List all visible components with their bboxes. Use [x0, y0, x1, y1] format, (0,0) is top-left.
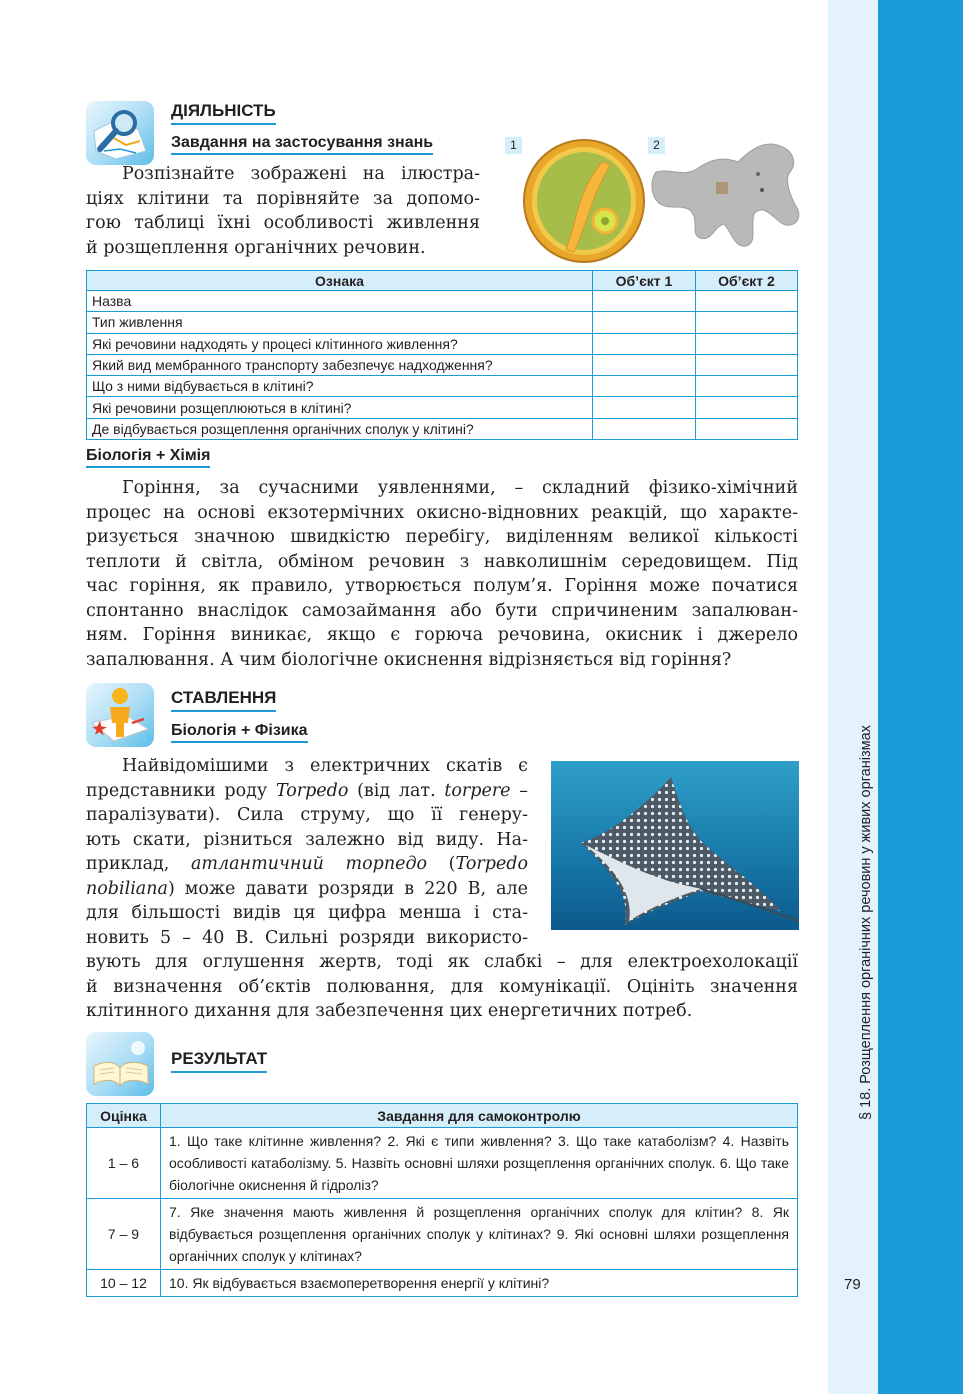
bio-chem-line: час горіння, як правило, утворюється полум’я. Горіння може початися: [86, 576, 798, 596]
attitude-line: вують для оглушення жертв, тоді як слабкі – для електроехолокації: [86, 952, 798, 972]
stingray-photo: [551, 761, 799, 930]
table-row: [87, 354, 798, 375]
answer-cell: [593, 354, 696, 375]
table-header: Об’єкт 2: [696, 271, 798, 291]
table-row: [87, 1128, 798, 1199]
bio-chem-heading: Біологія + Хімія: [86, 447, 210, 468]
attitude-line: паралізувати). Сила струму, що її генеру-: [86, 805, 528, 825]
table-header: Завдання для самоконтролю: [161, 1104, 798, 1128]
activity-text-line: гою таблиці їхні особливості живлення: [86, 213, 480, 233]
activity-text-line: Розпізнайте зображені на ілюстра-: [122, 164, 480, 184]
attitude-line: представники роду Torpedo (від лат. torpere –: [86, 780, 528, 801]
figure-label-2: 2: [648, 137, 665, 154]
bio-chem-text: [86, 476, 798, 672]
result-heading: РЕЗУЛЬТАТ: [171, 1049, 267, 1073]
activity-text-line: й розщеплення органічних речовин.: [86, 237, 426, 258]
table-cell: Який вид мембранного транспорту забезпечує надходження?: [87, 354, 593, 375]
activity-map-icon: [86, 101, 154, 165]
table-row: [87, 1199, 798, 1270]
bio-chem-line: ням. Горіння виникає, якщо є горюча речовина, окисник і джерело: [86, 625, 798, 645]
grade-cell: 7 – 9: [87, 1199, 161, 1270]
side-band-light: [828, 0, 878, 1394]
attitude-line: для більшості видів ця цифра менша і ста-: [86, 903, 528, 923]
table-row: [87, 376, 798, 397]
answer-cell: [593, 291, 696, 312]
table-row: [87, 418, 798, 439]
table-header: Ознака: [87, 271, 593, 291]
attitude-line: Найвідомішими з електричних скатів є: [122, 756, 528, 776]
answer-cell: [593, 312, 696, 333]
running-head: § 18. Розщеплення органічних речовин у живих організмах: [858, 725, 874, 1120]
answer-cell: [696, 397, 798, 418]
table-header: Оцінка: [87, 1104, 161, 1128]
table-row: [87, 312, 798, 333]
activity-heading: ДІЯЛЬНІСТЬ: [171, 101, 276, 125]
table-cell: Тип живлення: [87, 312, 593, 333]
answer-cell: [593, 397, 696, 418]
table-cell: Які речовини розщеплюються в клітині?: [87, 397, 593, 418]
activity-text: [86, 162, 480, 260]
attitude-person-icon: [86, 683, 154, 747]
answer-cell: [696, 333, 798, 354]
bio-chem-line: ризується значною швидкістю перебігу, виділенням великої кількості: [86, 527, 798, 547]
table-row: [87, 291, 798, 312]
task-cell: 7. Яке значення мають живлення й розщеплення органічних сполук для клітин? 8. Як відбувається розщеплення органічних сполук у клітинах? 9. Які основні шляхи розщеплення органічних сполук у клітинах?: [161, 1199, 798, 1270]
table-header: Об’єкт 1: [593, 271, 696, 291]
answer-cell: [696, 291, 798, 312]
table-cell: Назва: [87, 291, 593, 312]
attitude-line: приклад, атлантичний торпедо (Torpedo: [86, 854, 529, 874]
table-cell: Які речовини надходять у процесі клітинного живлення?: [87, 333, 593, 354]
attitude-text-wrapped: [86, 754, 528, 950]
task-cell: 10. Як відбувається взаємоперетворення енергії у клітині?: [161, 1270, 798, 1297]
amoeba-illustration: [650, 138, 800, 250]
table-row: [87, 333, 798, 354]
attitude-line: ють скати, різниться залежно від виду. На-: [86, 829, 528, 850]
answer-cell: [696, 312, 798, 333]
grade-cell: 10 – 12: [87, 1270, 161, 1297]
self-control-table: [86, 1103, 798, 1297]
side-band-dark: [878, 0, 963, 1394]
task-cell: 1. Що таке клітинне живлення? 2. Які є типи живлення? 3. Що таке катаболізм? 4. Назвіть особливості катаболізму. 5. Назвіть основні шляхи розщеплення органічних сполук. 6. Що таке біологічне окиснення й гідроліз?: [161, 1128, 798, 1199]
answer-cell: [593, 418, 696, 439]
table-row: [87, 397, 798, 418]
bio-chem-line: процес на основі екзотермічних окисно-відновних реакцій, що характе-: [86, 502, 798, 523]
bio-chem-line: спонтанно внаслідок самозаймання або бути спричиненим запалюван-: [86, 600, 798, 621]
grade-cell: 1 – 6: [87, 1128, 161, 1199]
attitude-line: клітинного дихання для забезпечення цих енергетичних потреб.: [86, 1001, 693, 1021]
result-book-icon: [86, 1032, 154, 1096]
answer-cell: [593, 333, 696, 354]
table-row: [87, 1270, 798, 1297]
table-cell: Що з ними відбувається в клітині?: [87, 376, 593, 397]
bio-chem-line: теплоти й світла, обміном речовин з навколишнім середовищем. Під: [86, 551, 798, 572]
activity-text-line: ціях клітини та порівняйте за допомо-: [86, 188, 480, 209]
attitude-line: nobiliana) може давати розряди в 220 В, але: [86, 878, 528, 899]
table-cell: Де відбувається розщеплення органічних сполук у клітині?: [87, 418, 593, 439]
attitude-heading: СТАВЛЕННЯ: [171, 688, 276, 712]
comparison-table: [86, 270, 798, 440]
answer-cell: [696, 376, 798, 397]
answer-cell: [593, 376, 696, 397]
bio-chem-line: Горіння, за сучасними уявленнями, – складний фізико-хімічний: [122, 478, 798, 498]
activity-subheading: Завдання на застосування знань: [171, 134, 433, 155]
attitude-line: новить 5 – 40 В. Сильні розряди використо-: [86, 927, 528, 948]
attitude-subheading: Біологія + Фізика: [171, 722, 308, 743]
page-number: 79: [844, 1276, 861, 1293]
figure-label-1: 1: [505, 137, 522, 154]
answer-cell: [696, 418, 798, 439]
answer-cell: [696, 354, 798, 375]
attitude-text-full: [86, 950, 798, 1024]
attitude-line: й визначення об’єктів полювання, для комунікації. Оцініть значення: [86, 976, 798, 997]
plant-cell-illustration: [522, 138, 646, 264]
bio-chem-line: запалювання. А чим біологічне окиснення відрізняється від горіння?: [86, 649, 732, 670]
